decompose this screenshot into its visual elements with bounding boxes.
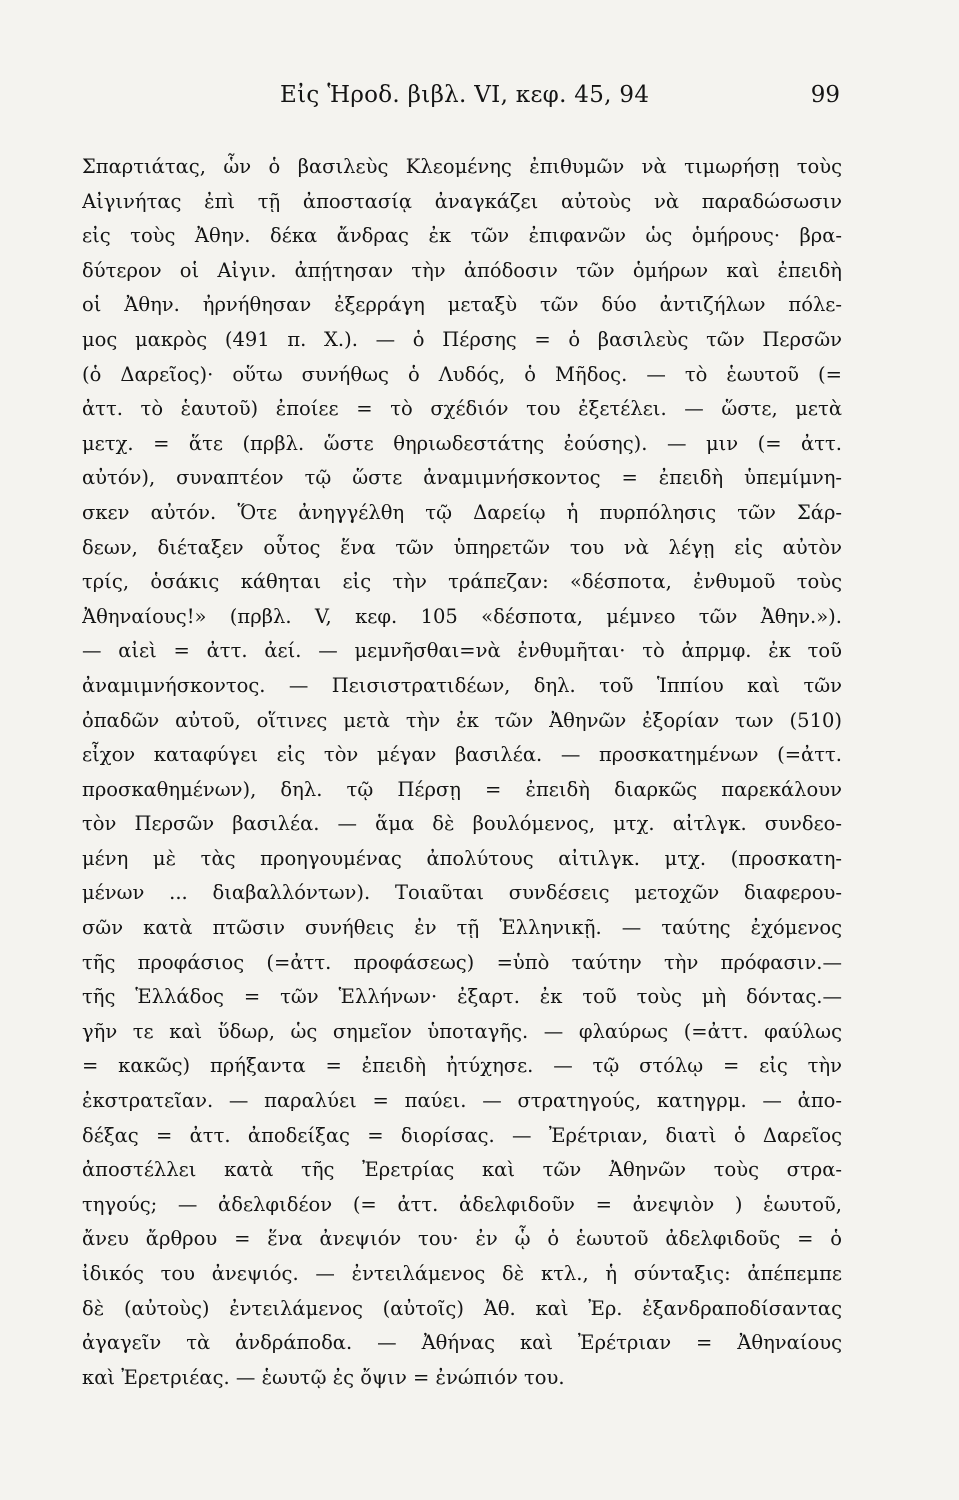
text-line: σῶν κατὰ πτῶσιν συνήθεις ἐν τῇ Ἑλληνικῇ. — ταύτης ἐχόμενος [82,916,842,940]
text-line: Σπαρτιάτας, ὧν ὁ βασιλεὺς Κλεομένης ἐπιθυμῶν νὰ τιμωρήσῃ τοὺς [82,155,842,178]
text-line: σκεν αὐτόν. Ὅτε ἀνηγγέλθη τῷ Δαρείῳ ἡ πυρπόλησις τῶν Σάρ- [82,500,842,524]
text-line: δύτερον οἱ Αἰγιν. ἀπῄτησαν τὴν ἀπόδοσιν τῶν ὁμήρων καὶ ἐπειδὴ [82,258,842,282]
text-line: μένη μὲ τὰς προηγουμένας ἀπολύτους αἰτιλγκ. μτχ. (προσκατη- [82,846,842,870]
text-line: τηγούς; — ἀδελφιδέον (= ἀττ. ἀδελφιδοῦν = ἀνεψιὸν ) ἑωυτοῦ, [82,1192,842,1216]
text-line: αὐτόν), συναπτέον τῷ ὥστε ἀναμιμνήσκοντος = ἐπειδὴ ὑπεμίμνη- [82,466,842,490]
text-line: μος μακρὸς (491 π. Χ.). — ὁ Πέρσης = ὁ βασιλεὺς τῶν Περσῶν [82,327,842,351]
text-line: δεων, διέταξεν οὗτος ἕνα τῶν ὑπηρετῶν του νὰ λέγῃ εἰς αὐτὸν [82,535,842,559]
commentary-text [82,150,842,1395]
text-line: γῆν τε καὶ ὕδωρ, ὡς σημεῖον ὑποταγῆς. — φλαύρως (=ἀττ. φαύλως [82,1019,842,1043]
text-line: ἐκστρατεῖαν. — παραλύει = παύει. — στρατηγούς, κατηγρμ. — ἀπο- [82,1089,842,1113]
running-title: Εἰς Ἡροδ. βιβλ. VI, κεφ. 45, 94 [280,82,650,108]
text-line: ἀγαγεῖν τὰ ἀνδράποδα. — Ἀθήνας καὶ Ἐρέτριαν = Ἀθηναίους [82,1331,842,1355]
text-line: τῆς προφάσιος (=ἀττ. προφάσεως) =ὑπὸ ταύτην τὴν πρόφασιν.— [82,950,842,974]
text-line: ἀναμιμνήσκοντος. — Πεισιστρατιδέων, δηλ. τοῦ Ἱππίου καὶ τῶν [82,673,842,697]
text-line: δὲ (αὐτοὺς) ἐντειλάμενος (αὐτοῖς) Ἀθ. καὶ Ἐρ. ἐξανδραποδίσαντας [82,1296,842,1320]
text-line: Αἰγινήτας ἐπὶ τῇ ἀποστασίᾳ ἀναγκάζει αὐτοὺς νὰ παραδώσωσιν [82,189,842,213]
text-line: τὸν Περσῶν βασιλέα. — ἅμα δὲ βουλόμενος, μτχ. αἰτλγκ. συνδεο- [82,812,842,836]
text-line: = κακῶς) πρήξαντα = ἐπειδὴ ἠτύχησε. — τῷ στόλῳ = εἰς τὴν [82,1054,842,1078]
text-line: ἀττ. τὸ ἑαυτοῦ) ἐποίεε = τὸ σχέδιόν του ἐξετέλει. — ὥστε, μετὰ [82,397,842,421]
text-line: ὀπαδῶν αὐτοῦ, οἵτινες μετὰ τὴν ἐκ τῶν Ἀθηνῶν ἐξορίαν των (510) [82,708,842,732]
text-line: τῆς Ἑλλάδος = τῶν Ἑλλήνων· ἐξαρτ. ἐκ τοῦ τοὺς μὴ δόντας.— [82,985,842,1009]
page-header [80,82,840,122]
text-line: τρίς, ὁσάκις κάθηται εἰς τὴν τράπεζαν: «δέσποτα, ἐνθυμοῦ τοὺς [82,570,842,594]
text-line: προσκαθημένων), δηλ. τῷ Πέρσῃ = ἐπειδὴ διαρκῶς παρεκάλουν [82,777,842,801]
text-line: δέξας = ἀττ. ἀποδείξας = διορίσας. — Ἐρέτριαν, διατὶ ὁ Δαρεῖος [82,1123,842,1147]
text-line: ἄνευ ἄρθρου = ἕνα ἀνεψιόν του· ἐν ᾧ ὁ ἑωυτοῦ ἀδελφιδοῦς = ὁ [82,1227,842,1251]
text-line: ἀποστέλλει κατὰ τῆς Ἐρετρίας καὶ τῶν Ἀθηνῶν τοὺς στρα- [82,1158,842,1182]
text-line: εἰς τοὺς Ἀθην. δέκα ἄνδρας ἐκ τῶν ἐπιφανῶν ὡς ὁμήρους· βρα- [82,224,842,248]
text-line: — αἰεὶ = ἀττ. ἀεί. — μεμνῆσθαι=νὰ ἐνθυμῆται· τὸ ἀπρμφ. ἐκ τοῦ [82,639,842,663]
text-line: μένων ... διαβαλλόντων). Τοιαῦται συνδέσεις μετοχῶν διαφερου- [82,881,842,905]
text-line: μετχ. = ἅτε (πρβλ. ὥστε θηριωδεστάτης ἐούσης). — μιν (= ἀττ. [82,431,842,455]
text-line: καὶ Ἐρετριέας. — ἑωυτῷ ἐς ὄψιν = ἐνώπιόν του. [82,1365,565,1389]
page-number: 99 [810,82,840,108]
text-line: εἶχον καταφύγει εἰς τὸν μέγαν βασιλέα. — προσκατημένων (=ἀττ. [82,743,842,767]
text-line: Ἀθηναίους!» (πρβλ. V, κεφ. 105 «δέσποτα, μέμνεο τῶν Ἀθην.»). [82,604,842,628]
text-line: οἱ Ἀθην. ἠρνήθησαν ἐξερράγη μεταξὺ τῶν δύο ἀντιζήλων πόλε- [82,293,842,317]
text-line: (ὁ Δαρεῖος)· οὕτω συνήθως ὁ Λυδός, ὁ Μῆδος. — τὸ ἑωυτοῦ (= [82,362,842,386]
text-line: ἰδικός του ἀνεψιός. — ἐντειλάμενος δὲ κτλ., ἡ σύνταξις: ἀπέπεμπε [82,1262,842,1285]
